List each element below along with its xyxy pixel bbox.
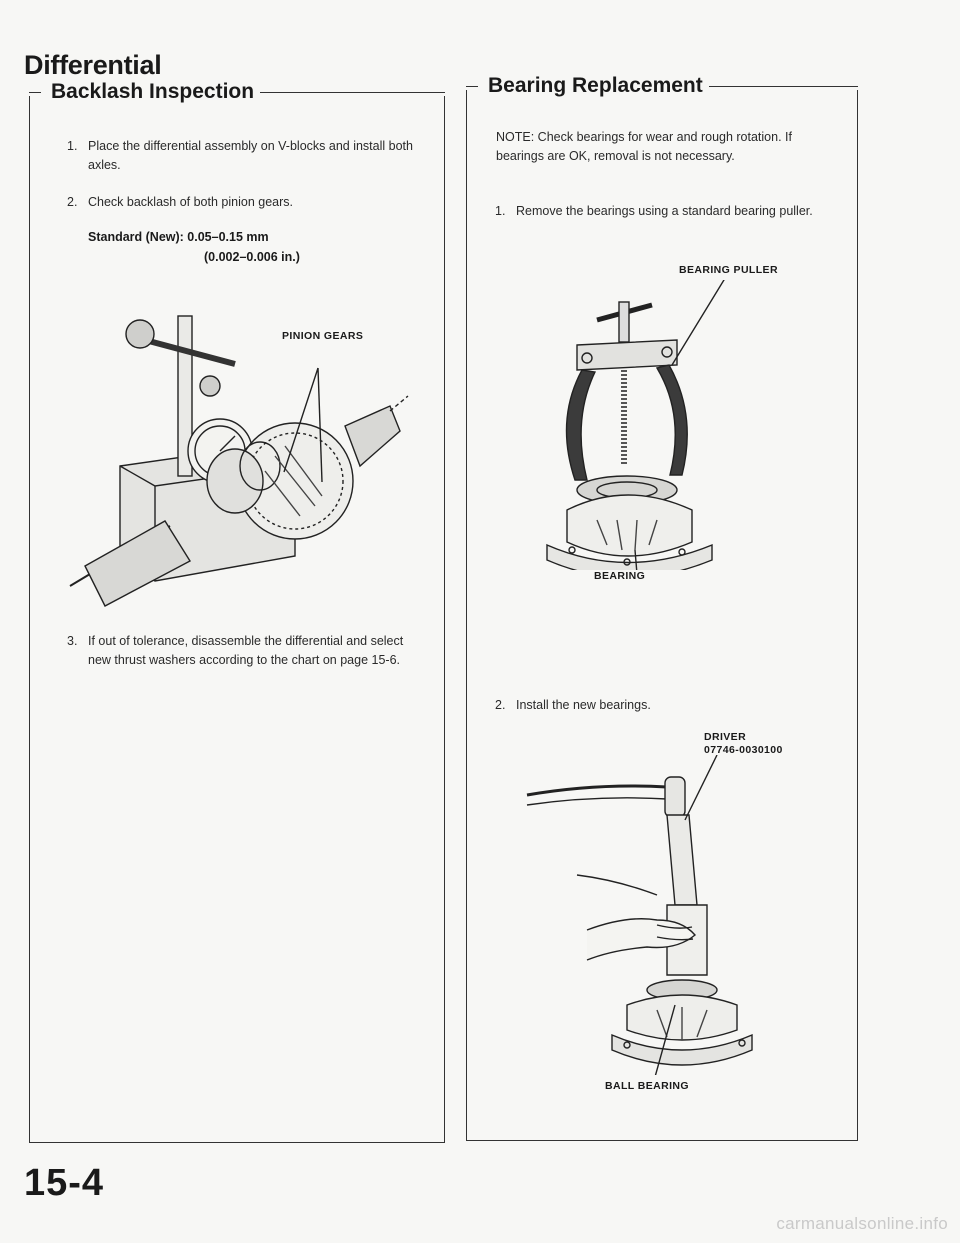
bearing-puller-callout: BEARING PULLER: [679, 264, 778, 276]
bearing-heading-bar: [466, 74, 858, 98]
backlash-step-3: 3. If out of tolerance, disassemble the differential and select new thrust washers according to the chart on page 15-6.: [67, 634, 404, 667]
watermark: carmanualsonline.info: [776, 1214, 948, 1233]
backlash-step-2: 2. Check backlash of both pinion gears.: [67, 195, 293, 209]
backlash-standard-spec-inches: (0.002–0.006 in.): [204, 250, 300, 264]
bearing-replacement-section: [466, 74, 858, 1141]
backlash-heading: Backlash Inspection: [51, 80, 255, 103]
backlash-illustration: [60, 296, 410, 616]
bearing-puller-illustration: [527, 280, 817, 570]
page-number: 15-4: [24, 1162, 105, 1204]
backlash-standard-spec: Standard (New): 0.05–0.15 mm: [88, 230, 269, 244]
page-title: Differential: [24, 50, 162, 80]
bearing-step-2: 2. Install the new bearings.: [495, 698, 651, 712]
driver-part-number: 07746-0030100: [704, 744, 783, 756]
backlash-heading-bar: [29, 80, 445, 104]
bearing-callout: BEARING: [594, 570, 646, 582]
backlash-inspection-section: [29, 80, 445, 1143]
backlash-step-1: 1. Place the differential assembly on V-blocks and install both axles.: [67, 139, 413, 172]
ball-bearing-callout: BALL BEARING: [605, 1080, 689, 1092]
bearing-install-illustration: [517, 755, 817, 1075]
bearing-note: NOTE: Check bearings for wear and rough rotation. If bearings are OK, removal is not necessary.: [496, 130, 792, 163]
bearing-step-1: 1. Remove the bearings using a standard bearing puller.: [495, 204, 813, 218]
pinion-gears-callout: PINION GEARS: [282, 330, 364, 342]
bearing-heading: Bearing Replacement: [488, 74, 703, 97]
driver-callout: DRIVER: [704, 731, 747, 743]
